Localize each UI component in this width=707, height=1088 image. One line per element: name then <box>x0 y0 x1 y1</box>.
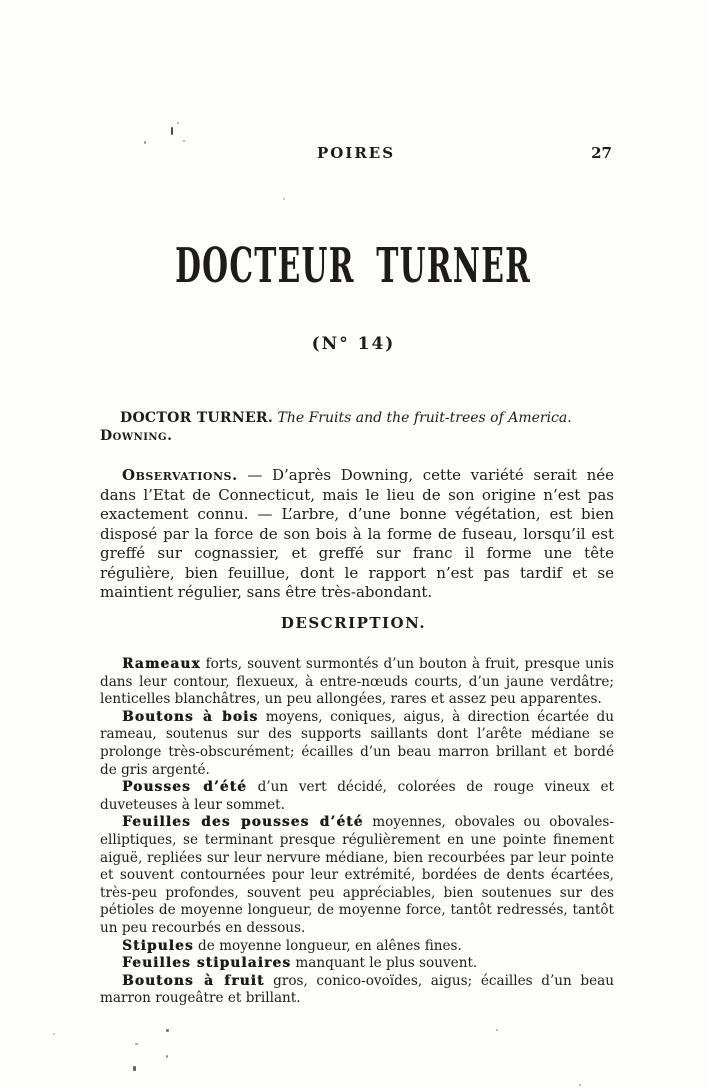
description-paragraph-feuilles-des-pousses <box>100 814 614 937</box>
variety-title-text: DOCTEUR TURNER <box>175 238 532 294</box>
description-paragraph-feuilles-stipulaires <box>100 955 614 973</box>
description-paragraph-pousses-dete <box>100 779 614 814</box>
variety-number: (N° 14) <box>311 334 396 354</box>
ink-speck <box>53 1033 55 1035</box>
description-paragraph-boutons-a-bois <box>100 709 614 779</box>
paragraph-text: moyennes, obovales ou obovales-elliptiques, se terminant presque régulièrement en une pointe finement aiguë, repliées sur leur nervure médiane, bien recourbées par leur pointe et souvent contournées pour leur extrémité, bordées de dents écartées, très-peu profondes, souvent peu appréciables, bien soutenues sur des pétioles de moyenne longueur, de moyenne force, tantôt redressés, tantôt un peu recourbés en dessous. <box>100 814 614 936</box>
paragraph-lead: Boutons à bois <box>122 708 259 725</box>
paragraph-lead: Feuilles des pousses d’été <box>122 814 364 831</box>
paragraph-lead: Boutons à fruit <box>122 972 265 989</box>
reference-author: Downing. <box>100 428 173 444</box>
ink-speck <box>135 1043 138 1045</box>
ink-speck <box>144 141 146 144</box>
paragraph-text: de moyenne longueur, en alênes fines. <box>198 937 462 954</box>
description-heading: DESCRIPTION. <box>280 614 427 632</box>
reference-work-title: The Fruits and the fruit-trees of America. <box>277 410 572 426</box>
ink-speck <box>496 1029 498 1031</box>
paragraph-text: moyens, coniques, aigus, à direction écartée du rameau, soutenus sur des supports saillants dont l’arête médiane se prolonge très-obscurément; écailles d’un beau marron brillant et bordé de gris argenté. <box>100 708 614 778</box>
description-paragraph-stipules <box>100 938 614 956</box>
ink-speck <box>183 140 185 142</box>
observations-dash: — <box>247 466 263 484</box>
ink-speck <box>171 127 173 135</box>
observations-text: D’après Downing, cette variété serait née dans l’Etat de Connecticut, mais le lieu de son origine n’est pas exactement connu. — L’arbre, d’une bonne végétation, est bien disposé par la force de son bois à la forme de fuseau, lorsqu’il est greffé sur cognassier, et greffé sur franc il forme une tête régulière, bien feuillue, dont le rapport n’est pas tardif et se maintient régulier, sans être très-abondant. <box>100 466 614 601</box>
paragraph-lead: Feuilles stipulaires <box>122 955 292 972</box>
ink-speck <box>166 1055 168 1058</box>
ink-speck <box>579 1084 581 1086</box>
reference-name: DOCTOR TURNER. <box>120 410 274 426</box>
description-body <box>100 656 614 1008</box>
observations-label: Observations. <box>122 466 238 484</box>
paragraph-text: d’un vert décidé, colorées de rouge vineux et duveteuses à leur sommet. <box>100 779 614 813</box>
paragraph-text: gros, conico-ovoïdes, aigus; écailles d’un beau marron rougeâtre et brillant. <box>100 972 614 1007</box>
paragraph-lead: Rameaux <box>122 656 201 672</box>
ink-speck <box>133 1066 136 1071</box>
page-number: 27 <box>591 144 612 162</box>
description-paragraph-boutons-a-fruit <box>100 973 614 1008</box>
paragraph-lead: Stipules <box>122 937 194 954</box>
running-title: POIRES <box>316 144 396 162</box>
paragraph-text: forts, souvent surmontés d’un bouton à fruit, presque unis dans leur contour, flexueux, à entre-nœuds courts, d’un jaune verdâtre; lenticelles blanchâtres, un peu allongées, rares et assez peu apparentes. <box>100 656 614 708</box>
observations-paragraph <box>100 466 614 603</box>
ink-speck <box>166 1029 169 1032</box>
ink-speck <box>177 122 179 124</box>
page-header <box>100 144 612 164</box>
ink-speck <box>283 198 285 200</box>
description-paragraph-rameaux <box>100 656 614 709</box>
variety-title <box>0 238 707 294</box>
reference-line <box>100 409 614 445</box>
paragraph-lead: Pousses d’été <box>122 779 247 796</box>
paragraph-text: manquant le plus souvent. <box>295 955 478 972</box>
